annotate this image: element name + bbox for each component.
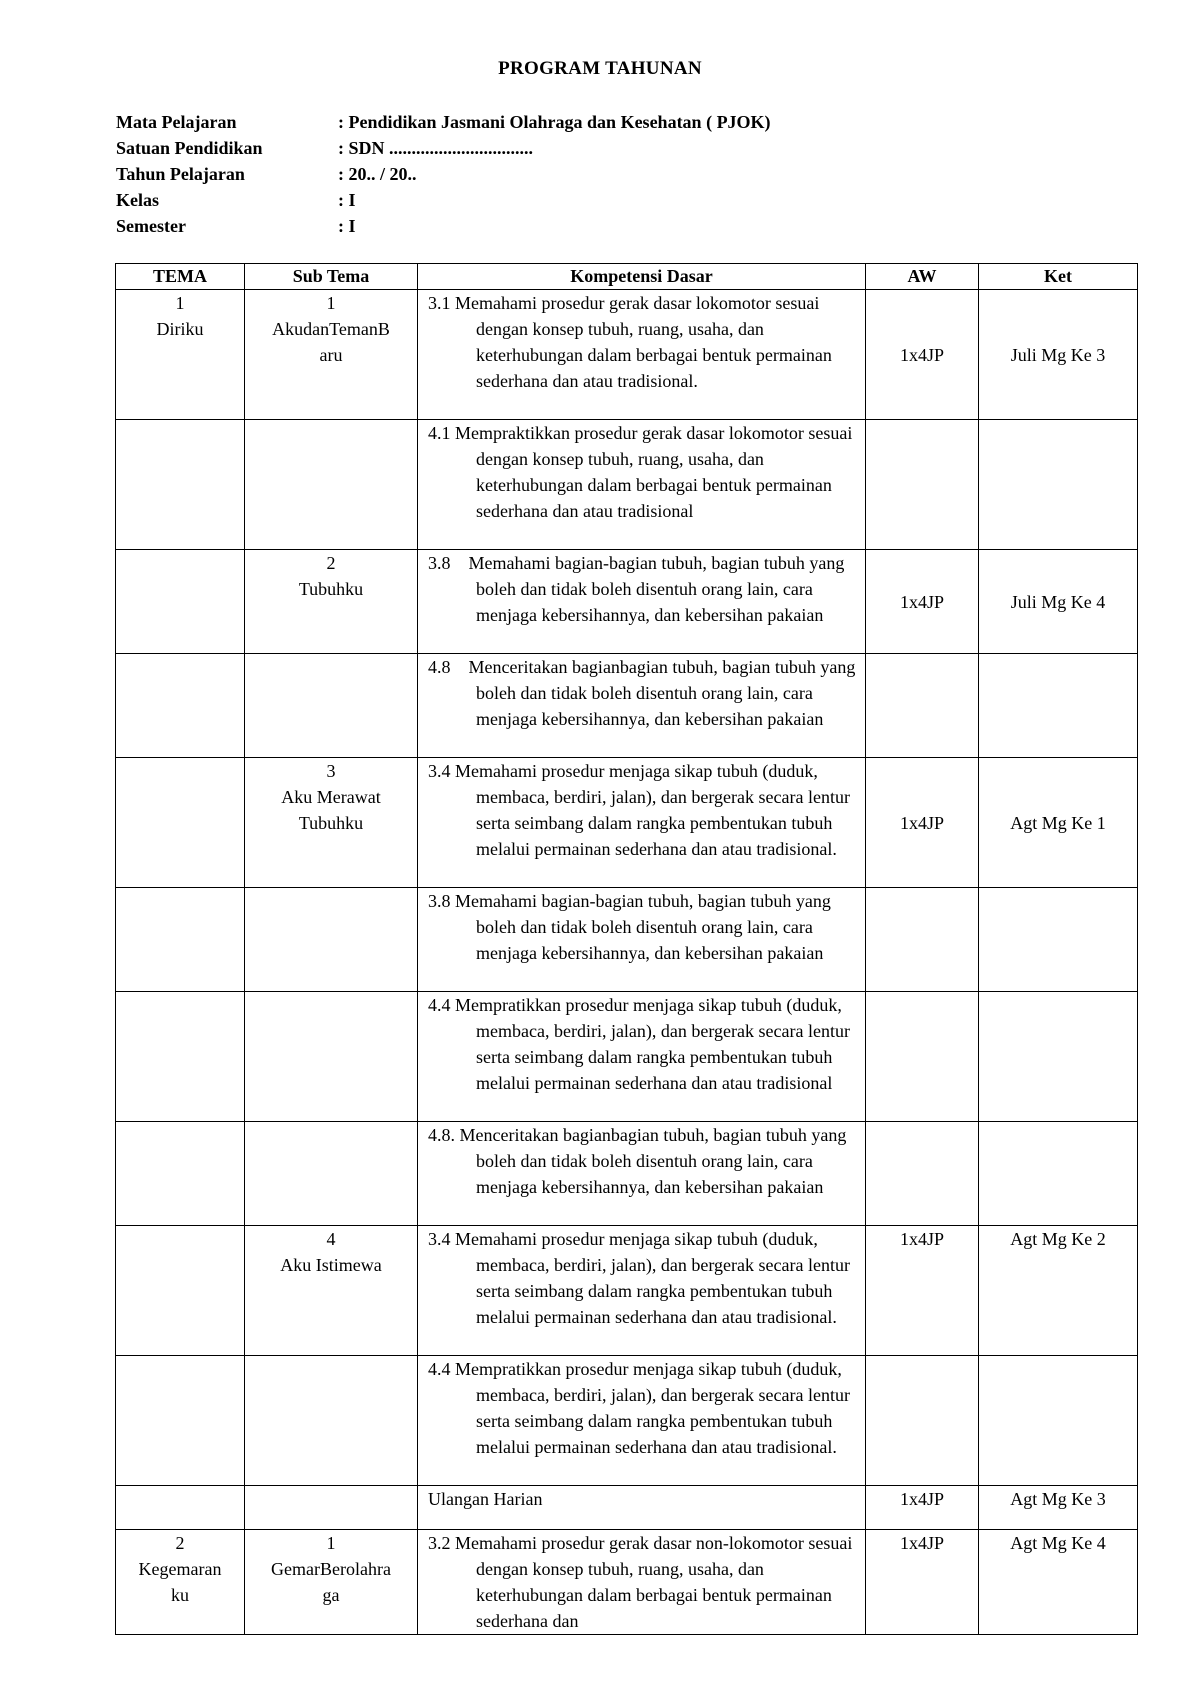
cell-kompetensi-dasar [418, 758, 866, 888]
cell-aw [866, 1356, 979, 1486]
meta-value: : I [338, 216, 356, 236]
cell-kompetensi-dasar [418, 1356, 866, 1486]
cell-subtema-text: 4 Aku Istimewa [280, 1229, 382, 1275]
cell-kompetensi-dasar [418, 1226, 866, 1356]
cell-aw [866, 888, 979, 992]
cell-kompetensi-dasar [418, 888, 866, 992]
cell-ket-text: Agt Mg Ke 3 [1010, 1489, 1106, 1509]
cell-subtema [245, 992, 418, 1122]
cell-kompetensi-dasar-text: 4.8 Menceritakan bagianbagian tubuh, bagian tubuh yang boleh dan tidak boleh disentuh orang lain, cara menjaga kebersihannya, dan kebersihan pakaian [428, 657, 860, 729]
cell-tema [116, 1356, 245, 1486]
meta-row-school [116, 135, 771, 161]
cell-ket [979, 1486, 1138, 1530]
cell-aw-text: 1x4JP [899, 1489, 944, 1509]
cell-ket [979, 290, 1138, 420]
cell-kompetensi-dasar-text: 3.1 Memahami prosedur gerak dasar lokomotor sesuai dengan konsep tubuh, ruang, usaha, dan keterhubungan dalam berbagai bentuk permainan sederhana dan atau tradisional. [428, 293, 837, 391]
meta-row-semester [116, 213, 771, 239]
header-subtema: Sub Tema [245, 264, 418, 290]
meta-label: Mata Pelajaran [116, 112, 237, 132]
cell-ket-text: Juli Mg Ke 3 [1010, 344, 1106, 365]
cell-aw [866, 654, 979, 758]
cell-subtema [245, 1530, 418, 1635]
cell-tema [116, 1226, 245, 1356]
cell-subtema-text: 2 Tubuhku [298, 553, 364, 599]
cell-tema [116, 550, 245, 654]
cell-ket-text: Juli Mg Ke 4 [1010, 591, 1106, 612]
document-meta [116, 109, 771, 239]
cell-aw [866, 550, 979, 654]
cell-kompetensi-dasar-text: 3.4 Memahami prosedur menjaga sikap tubuh (duduk, membaca, berdiri, jalan), dan bergerak secara lentur serta seimbang dalam rangka pembentukan tubuh melalui permainan sederhana dan atau tradisional. [428, 1229, 855, 1327]
cell-tema [116, 654, 245, 758]
cell-subtema [245, 290, 418, 420]
cell-kompetensi-dasar [418, 992, 866, 1122]
cell-tema [116, 290, 245, 420]
table-body [116, 290, 1138, 1635]
cell-aw [866, 290, 979, 420]
cell-tema [116, 992, 245, 1122]
meta-value: : 20.. / 20.. [338, 164, 417, 184]
meta-label: Satuan Pendidikan [116, 138, 263, 158]
cell-subtema [245, 1122, 418, 1226]
cell-kompetensi-dasar [418, 290, 866, 420]
cell-kompetensi-dasar [418, 1530, 866, 1635]
meta-value: : Pendidikan Jasmani Olahraga dan Kesehatan ( PJOK) [338, 112, 771, 132]
cell-aw [866, 420, 979, 550]
cell-tema [116, 420, 245, 550]
cell-subtema [245, 1226, 418, 1356]
page-title: PROGRAM TAHUNAN [498, 58, 702, 79]
cell-kompetensi-dasar [418, 1122, 866, 1226]
cell-subtema [245, 1356, 418, 1486]
meta-row-subject [116, 109, 771, 135]
cell-kompetensi-dasar-text: 3.8 Memahami bagian-bagian tubuh, bagian tubuh yang boleh dan tidak boleh disentuh orang lain, cara menjaga kebersihannya, dan kebersihan pakaian [428, 553, 849, 625]
cell-ket [979, 992, 1138, 1122]
table-row [116, 1122, 1138, 1226]
cell-subtema [245, 1486, 418, 1530]
cell-subtema [245, 888, 418, 992]
header-tema: TEMA [116, 264, 245, 290]
cell-kompetensi-dasar [418, 1486, 866, 1530]
cell-ket [979, 1530, 1138, 1635]
cell-ket [979, 654, 1138, 758]
header-kompetensi-dasar: Kompetensi Dasar [418, 264, 866, 290]
cell-kompetensi-dasar-text: 3.8 Memahami bagian-bagian tubuh, bagian tubuh yang boleh dan tidak boleh disentuh orang lain, cara menjaga kebersihannya, dan kebersihan pakaian [428, 891, 836, 963]
cell-kompetensi-dasar [418, 420, 866, 550]
cell-ket [979, 758, 1138, 888]
cell-aw-text: 1x4JP [899, 1533, 944, 1553]
cell-tema-text: 2 Kegemaran ku [138, 1533, 222, 1605]
cell-aw [866, 1530, 979, 1635]
table-row [116, 654, 1138, 758]
cell-subtema-text: 3 Aku Merawat Tubuhku [281, 761, 381, 833]
cell-ket-text: Agt Mg Ke 4 [1010, 1533, 1106, 1553]
table-row [116, 888, 1138, 992]
meta-row-class [116, 187, 771, 213]
cell-aw [866, 1226, 979, 1356]
cell-kompetensi-dasar-text: 4.1 Mempraktikkan prosedur gerak dasar lokomotor sesuai dengan konsep tubuh, ruang, usaha, dan keterhubungan dalam berbagai bentuk permainan sederhana dan atau tradisional [428, 423, 857, 521]
cell-aw-text: 1x4JP [899, 344, 944, 365]
cell-ket-text: Agt Mg Ke 2 [1010, 1229, 1106, 1249]
cell-kompetensi-dasar-text: Ulangan Harian [428, 1489, 543, 1509]
cell-kompetensi-dasar [418, 654, 866, 758]
table-row [116, 1530, 1138, 1635]
cell-aw [866, 758, 979, 888]
meta-row-year [116, 161, 771, 187]
table-row [116, 1486, 1138, 1530]
table-row [116, 550, 1138, 654]
cell-subtema-text: 1 AkudanTemanB aru [272, 293, 390, 365]
meta-label: Semester [116, 216, 186, 236]
meta-label: Kelas [116, 190, 159, 210]
cell-ket [979, 550, 1138, 654]
table-row [116, 992, 1138, 1122]
cell-aw [866, 1122, 979, 1226]
table-header-row [116, 264, 1138, 290]
cell-subtema [245, 550, 418, 654]
cell-subtema [245, 654, 418, 758]
cell-ket [979, 420, 1138, 550]
cell-kompetensi-dasar-text: 4.4 Mempratikkan prosedur menjaga sikap tubuh (duduk, membaca, berdiri, jalan), dan bergerak secara lentur serta seimbang dalam rangka pembentukan tubuh melalui permainan sederhana dan atau tradisional [428, 995, 855, 1093]
cell-subtema [245, 420, 418, 550]
cell-subtema-text: 1 GemarBerolahra ga [271, 1533, 391, 1605]
cell-tema [116, 1486, 245, 1530]
cell-ket [979, 1356, 1138, 1486]
cell-ket [979, 1122, 1138, 1226]
cell-subtema [245, 758, 418, 888]
cell-tema [116, 888, 245, 992]
cell-ket [979, 1226, 1138, 1356]
meta-value: : I [338, 190, 356, 210]
cell-aw-text: 1x4JP [899, 591, 944, 612]
cell-aw [866, 1486, 979, 1530]
cell-tema [116, 1530, 245, 1635]
cell-kompetensi-dasar [418, 550, 866, 654]
cell-ket-text: Agt Mg Ke 1 [1010, 812, 1106, 833]
cell-aw-text: 1x4JP [899, 812, 944, 833]
header-aw: AW [866, 264, 979, 290]
cell-tema [116, 1122, 245, 1226]
cell-kompetensi-dasar-text: 4.4 Mempratikkan prosedur menjaga sikap tubuh (duduk, membaca, berdiri, jalan), dan bergerak secara lentur serta seimbang dalam rangka pembentukan tubuh melalui permainan sederhana dan atau tradisional. [428, 1359, 855, 1457]
cell-tema-text: 1 Diriku [156, 293, 204, 339]
cell-kompetensi-dasar-text: 4.8. Menceritakan bagianbagian tubuh, bagian tubuh yang boleh dan tidak boleh disentuh orang lain, cara menjaga kebersihannya, dan kebersihan pakaian [428, 1125, 851, 1197]
cell-tema [116, 758, 245, 888]
cell-kompetensi-dasar-text: 3.4 Memahami prosedur menjaga sikap tubuh (duduk, membaca, berdiri, jalan), dan bergerak secara lentur serta seimbang dalam rangka pembentukan tubuh melalui permainan sederhana dan atau tradisional. [428, 761, 855, 859]
meta-value: : SDN ................................ [338, 138, 534, 158]
table-row [116, 420, 1138, 550]
table-row [116, 758, 1138, 888]
table-row [116, 1226, 1138, 1356]
cell-aw [866, 992, 979, 1122]
cell-ket [979, 888, 1138, 992]
header-ket: Ket [979, 264, 1138, 290]
table-row [116, 1356, 1138, 1486]
meta-label: Tahun Pelajaran [116, 164, 245, 184]
table-row [116, 290, 1138, 420]
program-table [115, 263, 1138, 1635]
cell-aw-text: 1x4JP [899, 1229, 944, 1249]
cell-kompetensi-dasar-text: 3.2 Memahami prosedur gerak dasar non-lokomotor sesuai dengan konsep tubuh, ruang, usaha, dan keterhubungan dalam berbagai bentuk permainan sederhana dan [428, 1533, 857, 1631]
